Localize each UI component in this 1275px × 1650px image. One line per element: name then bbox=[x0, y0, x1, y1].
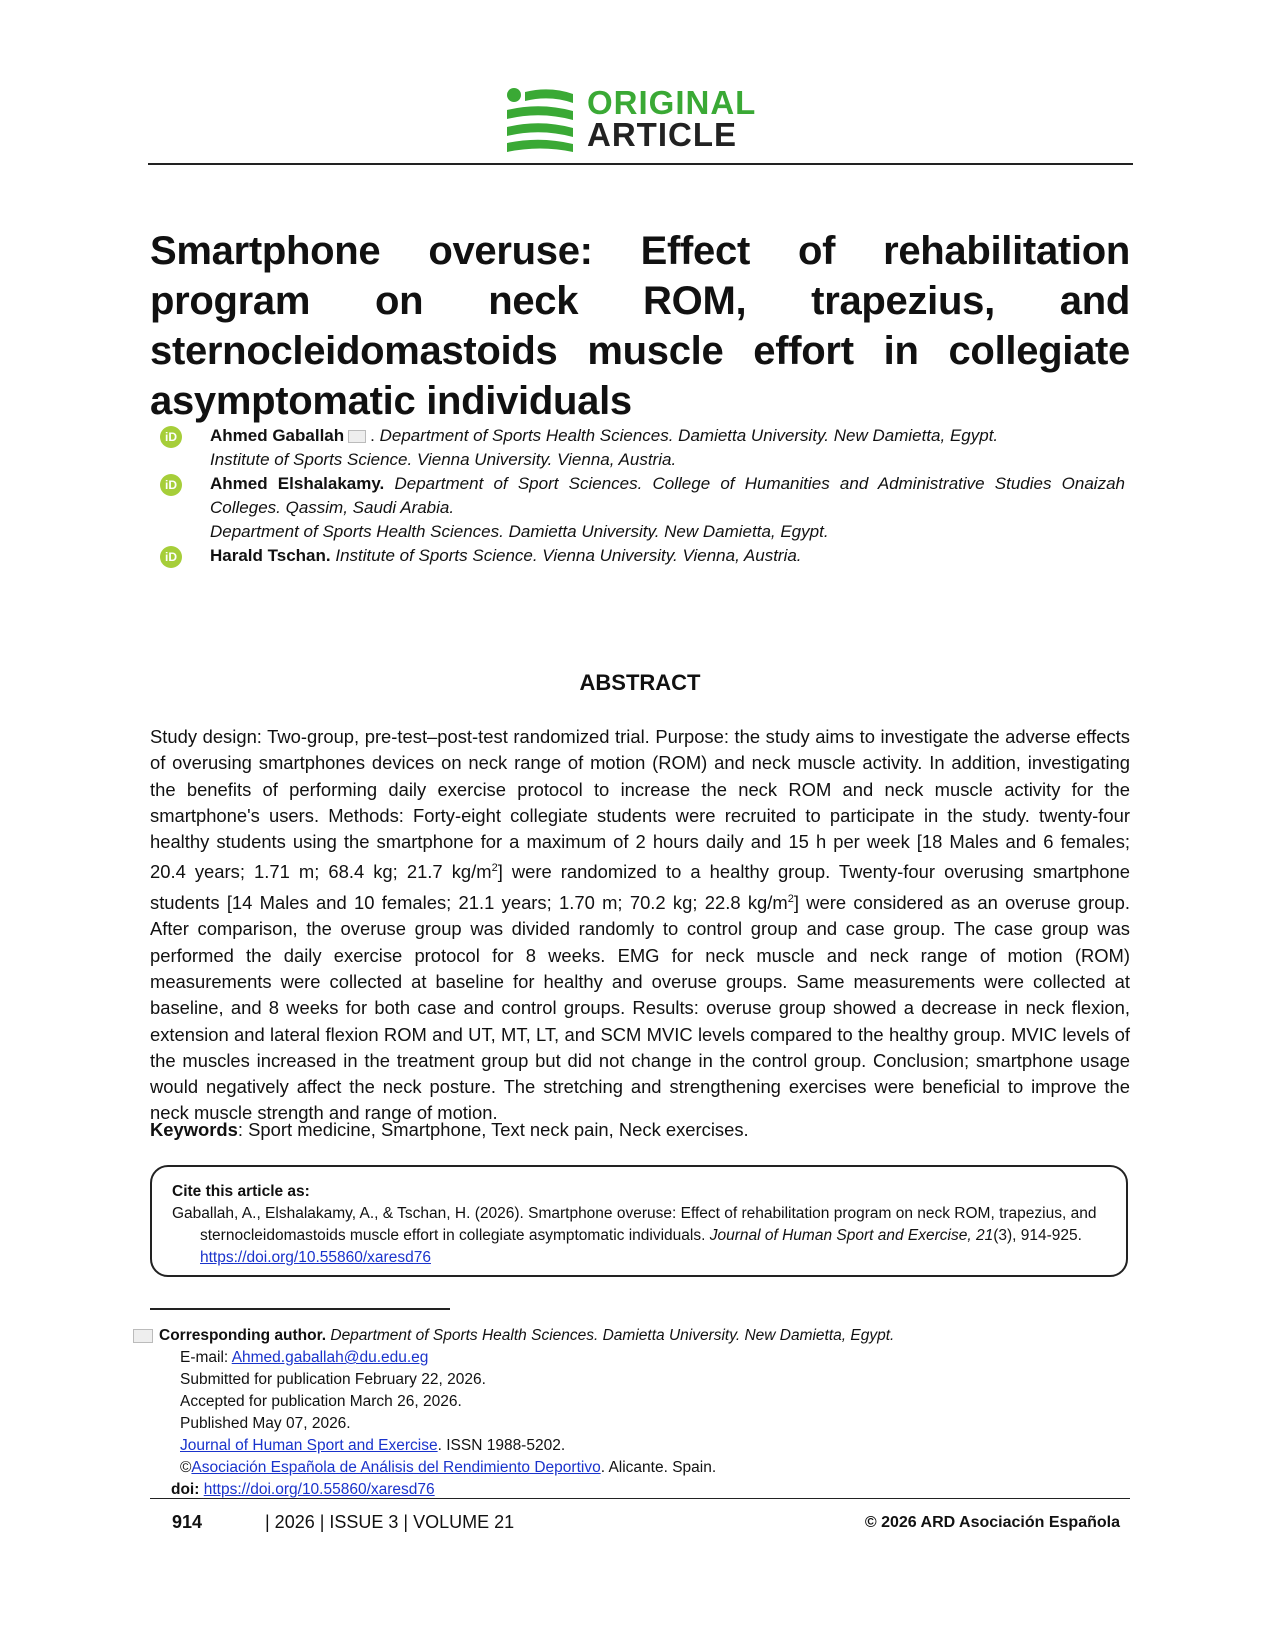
corresponding-author-note: Corresponding author. Department of Sports Health Sciences. Damietta University. New Damietta, Egypt. E-mail: Ahmed.gaballah@du.edu.eg Submitted for publication February 22, 2026. Accepted for publication March 26, 2026. Published May 07, 2026. Journal of Human Sport and Exercise. ISSN 1988-5202. ©Asociación Española de Análisis del Rendimiento Deportivo. Alicante. Spain. doi: https://doi.org/10.55860/xaresd76 bbox=[133, 1325, 1133, 1501]
journal-logo bbox=[505, 86, 775, 152]
doi-link[interactable]: https://doi.org/10.55860/xaresd76 bbox=[203, 1481, 435, 1498]
issue-info: | 2026 | ISSUE 3 | VOLUME 21 bbox=[265, 1512, 515, 1532]
envelope-icon bbox=[133, 1329, 153, 1343]
citation-label: Cite this article as: bbox=[172, 1183, 310, 1200]
article-title: Smartphone overuse: Effect of rehabilitation program on neck ROM, trapezius, and sternocleidomastoids muscle effort in collegiate asymptomatic individuals bbox=[150, 229, 1130, 423]
orcid-icon[interactable]: iD bbox=[160, 474, 182, 496]
orcid-icon[interactable]: iD bbox=[160, 546, 182, 568]
logo-word-article: ARTICLE bbox=[587, 116, 737, 153]
page-number: 914 bbox=[172, 1512, 203, 1532]
footnote-divider bbox=[150, 1308, 450, 1310]
author-entry bbox=[160, 472, 1125, 546]
citation-doi-link[interactable]: https://doi.org/10.55860/xaresd76 bbox=[200, 1249, 431, 1266]
author-affiliation: Department of Sports Health Sciences. Damietta University. New Damietta, Egypt. bbox=[210, 522, 829, 541]
author-name: Ahmed Elshalakamy. bbox=[210, 474, 385, 493]
author-name: Ahmed Gaballah bbox=[210, 426, 345, 445]
citation-text: Gaballah, A., Elshalakamy, A., & Tschan, H. (2026). Smartphone overuse: Effect of rehabilitation program on neck ROM, trapezius, and sternocleidomastoids muscle effort in collegiate asymptomatic individuals. Journal of Human Sport and Exercise, 21(3), 914-925. https://doi.org/10.55860/xaresd76 bbox=[172, 1205, 1097, 1266]
footer-divider bbox=[150, 1498, 1130, 1499]
author-affiliation: Institute of Sports Science. Vienna University. Vienna, Austria. bbox=[210, 450, 677, 469]
logo-word-original: ORIGINAL bbox=[587, 84, 757, 121]
footer-copyright: © 2026 ARD Asociación Española bbox=[864, 1514, 1120, 1531]
author-affiliation: Department of Sports Health Sciences. Damietta University. New Damietta, Egypt. bbox=[379, 426, 999, 445]
author-affiliation: Institute of Sports Science. Vienna University. Vienna, Austria. bbox=[335, 546, 802, 565]
abstract-body: Study design: Two-group, pre-test–post-test randomized trial. Purpose: the study aims to investigate the adverse effects of overusing smartphones devices on neck range of motion (ROM) and neck muscle activity. In addition, investigating the benefits of performing daily exercise protocol to increase the neck ROM and neck muscle activity for the smartphone's users. Methods: Forty-eight collegiate students were recruited to participate in the study. twenty-four healthy students using the smartphone for a maximum of 2 hours daily and 15 h per week [18 Males and 6 females; 20.4 years; 1.71 m; 68.4 kg; 21.7 $kg/m^2$] were randomized to a healthy group. Twenty-four overusing smartphone students [14 Males and 10 females; 21.1 years; 1.70 m; 70.2 kg; 22.8 $kg/m^2$] were considered as an overuse group. After comparison, the overuse group was divided randomly to control group and case group. The case group was performed the daily exercise protocol for 8 weeks. EMG for neck muscle and neck range of motion (ROM) measurements were collected at baseline for healthy and overuse groups. Same measurements were collected at baseline, and 8 weeks for both case and control groups. Results: overuse group showed a decrease in neck flexion, extension and lateral flexion ROM and UT, MT, LT, and SCM MVIC levels compared to the healthy group. MVIC levels of the muscles increased in the treatment group but did not change in the control group. Conclusion; smartphone usage would negatively affect the neck posture. The stretching and strengthening exercises were beneficial to improve the neck muscle strength and range of motion. bbox=[150, 726, 1130, 1124]
author-entry: iD Ahmed Gaballah . Department of Sports Health Sciences. Damietta University. New Damietta, Egypt. Institute of Sports Science. Vienna University. Vienna, Austria. bbox=[160, 424, 1125, 474]
keywords: Keywords: Sport medicine, Smartphone, Text neck pain, Neck exercises. bbox=[150, 1119, 749, 1140]
journal-link[interactable]: Journal of Human Sport and Exercise bbox=[180, 1437, 438, 1454]
author-affiliation: Department of Sport Sciences. College of Humanities and Administrative Studies Onaizah Colleges. Qassim, Saudi Arabia. bbox=[210, 474, 1125, 517]
abstract-heading: ABSTRACT bbox=[579, 670, 701, 695]
header-divider bbox=[148, 163, 1133, 165]
email-link[interactable]: Ahmed.gaballah@du.edu.eg bbox=[231, 1349, 429, 1366]
author-name: Harald Tschan. bbox=[210, 546, 331, 565]
orcid-icon[interactable]: iD bbox=[160, 426, 182, 448]
association-link[interactable]: Asociación Española de Análisis del Rendimiento Deportivo bbox=[191, 1459, 601, 1476]
logo-stripes-icon bbox=[505, 86, 575, 152]
author-entry bbox=[160, 544, 1125, 570]
envelope-icon[interactable] bbox=[348, 430, 366, 443]
